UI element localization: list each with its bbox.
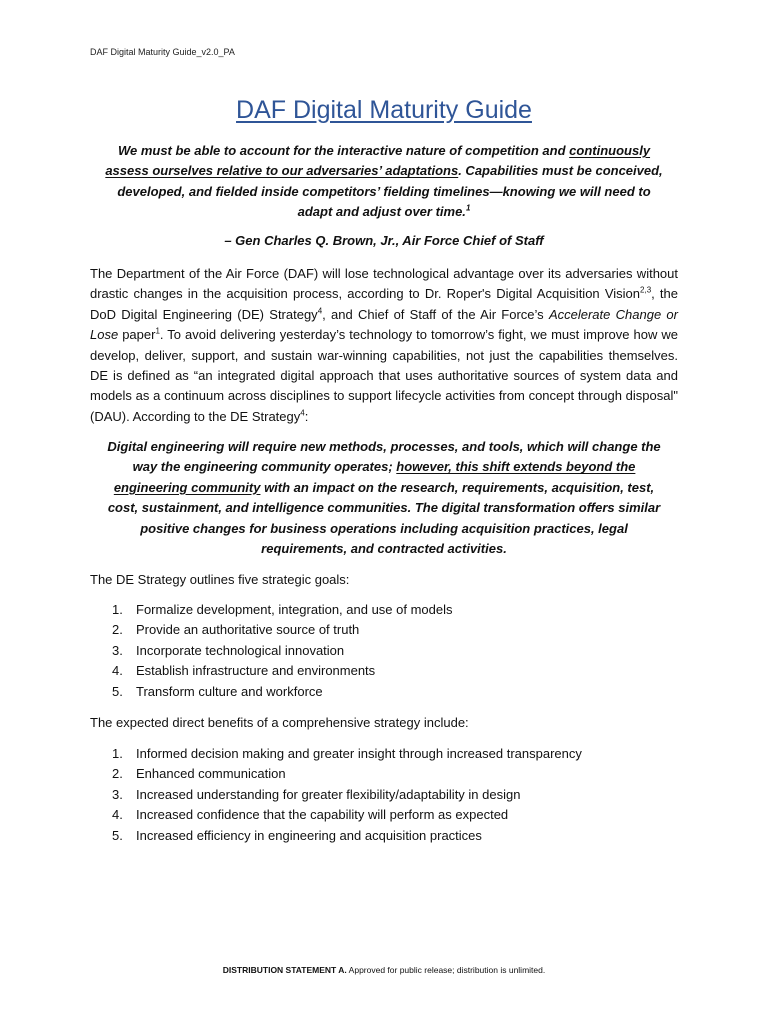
list-item: 2. Enhanced communication [112, 766, 286, 782]
goals-list [112, 600, 453, 702]
footnote-ref: 4 [317, 306, 323, 316]
list-item: 1. Formalize development, integration, and use of models [112, 602, 453, 617]
para-text-2: , the DoD Digital Engineering (DE) Strategy [90, 286, 679, 322]
opening-quote [100, 141, 668, 222]
quote-footnote: 1 [465, 203, 471, 213]
para-text-5: . To avoid delivering yesterday’s technology to tomorrow’s fight, we must improve how we develop, deliver, support, and sustain war-winning capabilities, not just the capabilities themselves. DE is defined as “an integrated digital approach that uses authoritative sources of system data and models as a continuum across disciplines to support lifecycle activities from concept through disposal" (DAU). According to the DE Strategy [90, 327, 678, 424]
quote-underlined: continuously assess ourselves relative to our adversaries’ adaptations [105, 143, 651, 179]
list-item: 5. Increased efficiency in engineering and acquisition practices [112, 827, 482, 843]
distribution-label: DISTRIBUTION STATEMENT A. [222, 965, 347, 975]
page-title: DAF Digital Maturity Guide [236, 96, 532, 124]
distribution-text: Approved for public release; distribution is unlimited. [346, 965, 546, 975]
para-text-6: : [304, 408, 309, 424]
running-header: DAF Digital Maturity Guide_v2.0_PA [90, 47, 235, 57]
footnote-ref: 4 [300, 408, 305, 418]
list-item: 3. Increased understanding for greater flexibility/adaptability in design [112, 786, 521, 802]
quote2-underlined: however, this shift extends beyond the engineering community [113, 459, 636, 495]
distribution-statement [0, 965, 768, 975]
quote-text-2: . Capabilities must be conceived, developed, and fielded inside competitors’ fielding timelines—knowing we will need to adapt and adjust over time. [117, 163, 663, 219]
list-item: 4. Establish infrastructure and environments [112, 663, 376, 679]
body-paragraph [90, 264, 678, 427]
quote-text-1: We must be able to account for the interactive nature of competition and [117, 143, 570, 158]
goals-intro: The DE Strategy outlines five strategic goals: [90, 572, 350, 587]
para-text-1: The Department of the Air Force (DAF) will lose technological advantage over its adversaries without drastic changes in the acquisition process, according to Dr. Roper's Digital Acquisition Vision [90, 266, 678, 302]
footnote-ref: 2,3 [640, 286, 652, 296]
para-text-3: , and Chief of Staff of the Air Force’s [322, 306, 549, 322]
paper-title: Accelerate Change or Lose [90, 306, 678, 343]
quote2-text-1: Digital engineering will require new methods, processes, and tools, which will change the way the engineering community operates; [107, 439, 661, 475]
benefits-list [112, 744, 582, 846]
quote-attribution: – Gen Charles Q. Brown, Jr., Air Force Chief of Staff [224, 233, 544, 248]
footnote-ref: 1 [155, 326, 160, 336]
list-item: 4. Increased confidence that the capability will perform as expected [112, 807, 509, 823]
quote2-text-2: with an impact on the research, requirements, acquisition, test, cost, sustainment, and intelligence communities. The digital transformation offers similar positive changes for business operations including acquisition practices, legal requirements, and contracted activities. [107, 479, 661, 557]
list-item: 1. Informed decision making and greater insight through increased transparency [112, 746, 582, 761]
para-text-4: paper [118, 327, 156, 343]
list-item: 5. Transform culture and workforce [112, 683, 323, 699]
list-item: 2. Provide an authoritative source of truth [112, 622, 360, 638]
de-strategy-quote [100, 437, 668, 559]
list-item: 3. Incorporate technological innovation [112, 642, 345, 658]
benefits-intro: The expected direct benefits of a comprehensive strategy include: [90, 715, 469, 730]
